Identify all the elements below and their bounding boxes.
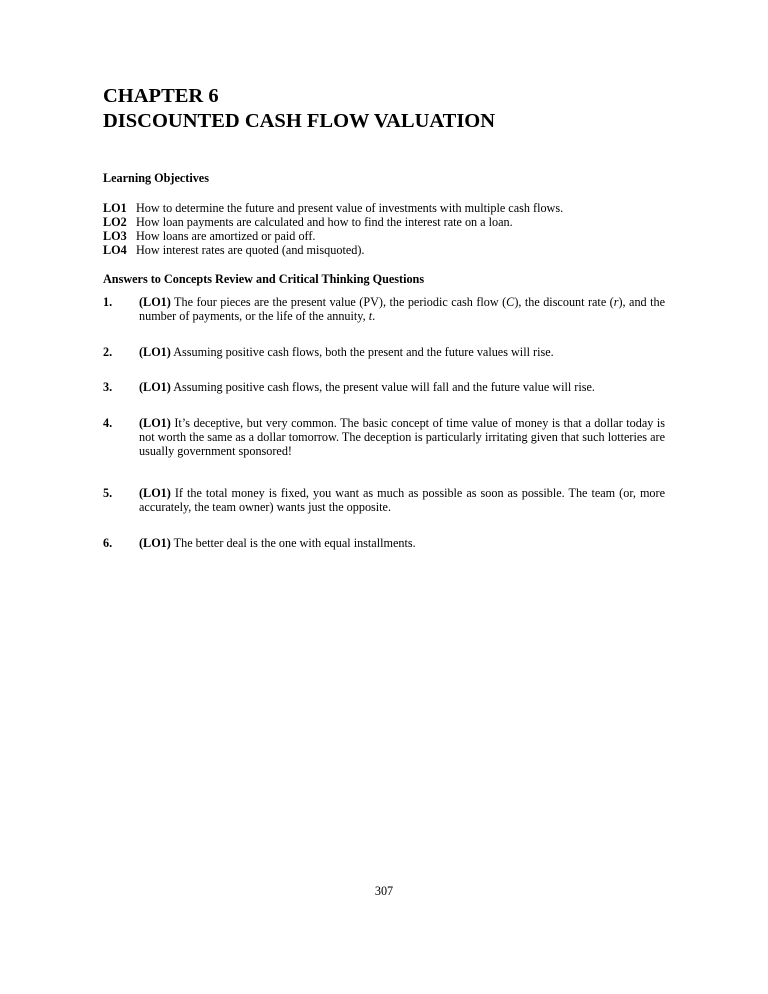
answer-item xyxy=(103,295,665,323)
answer-text xyxy=(139,295,665,323)
objective-text: How loans are amortized or paid off. xyxy=(136,229,316,243)
objective-item xyxy=(103,201,703,215)
answer-text xyxy=(139,416,665,458)
answer-text xyxy=(139,345,665,359)
answer-number: 5. xyxy=(103,486,113,500)
text-part: Assuming positive cash flows, both the present and the future values will rise. xyxy=(170,345,554,359)
objective-code: LO4 xyxy=(103,243,127,257)
page-number: 307 xyxy=(374,884,394,898)
lo-tag: (LO1) xyxy=(139,345,171,359)
objective-code: LO1 xyxy=(103,201,127,215)
answer-number: 1. xyxy=(103,295,113,309)
objective-code: LO3 xyxy=(103,229,127,243)
text-part: The four pieces are the present value (PV), the periodic cash flow ( xyxy=(170,295,507,309)
answer-text xyxy=(139,380,665,394)
answer-item xyxy=(103,345,665,359)
answer-text xyxy=(139,536,665,550)
chapter-number: CHAPTER 6 xyxy=(103,85,219,107)
text-part: ), and the number of payments, or the life of the annuity, xyxy=(139,295,665,323)
objective-item xyxy=(103,243,703,257)
text-italic: C xyxy=(506,295,515,309)
answers-heading: Answers to Concepts Review and Critical Thinking Questions xyxy=(103,272,425,286)
lo-tag: (LO1) xyxy=(139,536,171,550)
chapter-title xyxy=(103,84,495,134)
answer-number: 6. xyxy=(103,536,113,550)
objective-item xyxy=(103,215,703,229)
lo-tag: (LO1) xyxy=(139,295,171,309)
objective-code: LO2 xyxy=(103,215,127,229)
answer-item xyxy=(103,380,665,394)
lo-tag: (LO1) xyxy=(139,416,171,430)
answer-item xyxy=(103,416,665,458)
objective-text: How interest rates are quoted (and misquoted). xyxy=(136,243,365,257)
answer-item xyxy=(103,486,665,514)
answer-number: 2. xyxy=(103,345,113,359)
text-part: . xyxy=(372,309,376,323)
objective-item xyxy=(103,229,703,243)
lo-tag: (LO1) xyxy=(139,486,171,500)
objective-text: How loan payments are calculated and how to find the interest rate on a loan. xyxy=(136,215,513,229)
lo-tag: (LO1) xyxy=(139,380,171,394)
text-part: The better deal is the one with equal installments. xyxy=(170,536,416,550)
answer-item xyxy=(103,536,665,550)
answer-number: 4. xyxy=(103,416,113,430)
text-part: If the total money is fixed, you want as much as possible as soon as possible. The team (or, more accurately, the team owner) wants just the opposite. xyxy=(139,486,665,514)
text-part: Assuming positive cash flows, the present value will fall and the future value will rise. xyxy=(170,380,595,394)
text-part: It’s deceptive, but very common. The basic concept of time value of money is that a dollar today is not worth the same as a dollar tomorrow. The deception is particularly irritating given that such lotteries are usually government sponsored! xyxy=(139,416,665,458)
chapter-name: DISCOUNTED CASH FLOW VALUATION xyxy=(103,110,496,132)
text-italic: t xyxy=(368,309,373,323)
text-italic: r xyxy=(613,295,619,309)
learning-objectives-heading: Learning Objectives xyxy=(103,171,209,185)
objective-text: How to determine the future and present value of investments with multiple cash flows. xyxy=(136,201,564,215)
answer-number: 3. xyxy=(103,380,113,394)
answer-text xyxy=(139,486,665,514)
text-part: ), the discount rate ( xyxy=(514,295,614,309)
